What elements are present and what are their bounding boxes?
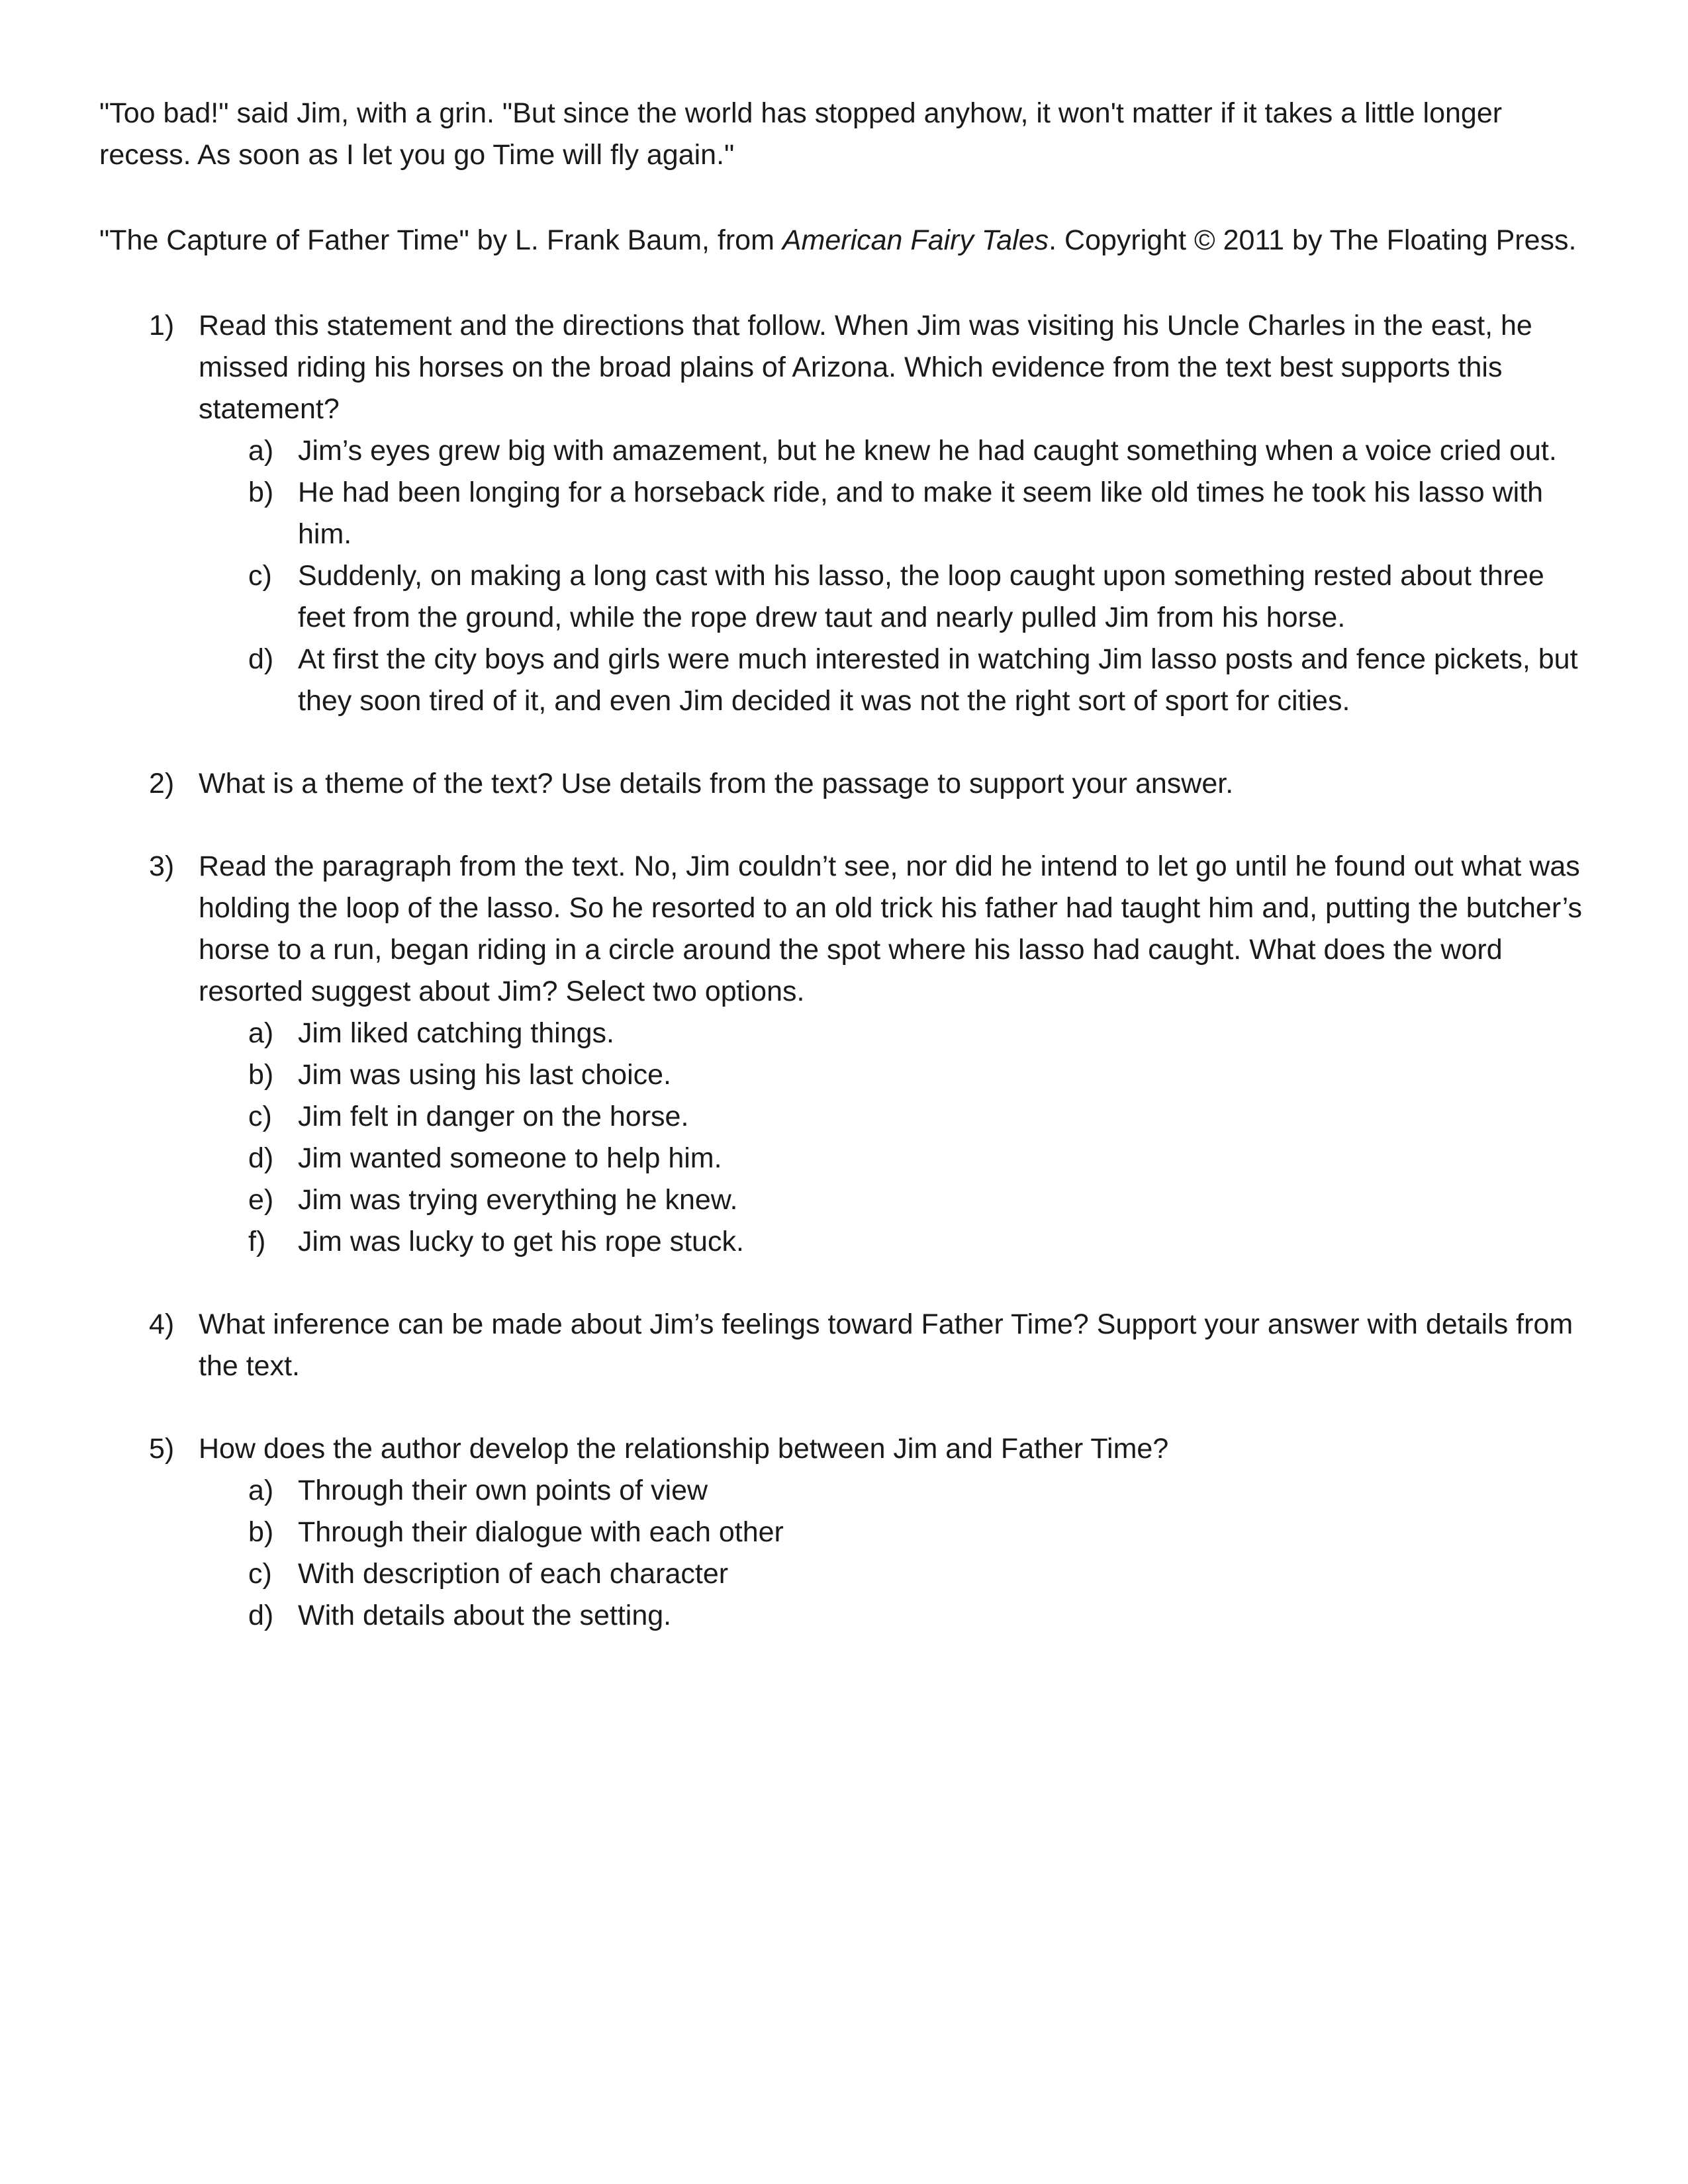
answer-option: [199, 1221, 1589, 1263]
option-text: Jim was lucky to get his rope stuck.: [298, 1226, 744, 1257]
answer-option: [199, 472, 1589, 555]
option-letter: c): [248, 1101, 272, 1132]
answer-option: [199, 1179, 1589, 1221]
option-letter: a): [248, 1017, 274, 1049]
option-letter: f): [248, 1226, 266, 1257]
option-letter: c): [248, 560, 272, 592]
document-page: [99, 93, 1589, 1678]
option-text: With description of each character: [298, 1558, 729, 1590]
answer-option: [199, 1096, 1589, 1138]
citation-copyright: . Copyright © 2011 by The Floating Press.: [1049, 224, 1577, 256]
answer-option: [199, 1470, 1589, 1512]
citation-lead: "The Capture of Father Time" by L. Frank Baum, from: [99, 224, 782, 256]
option-letter: b): [248, 477, 274, 508]
option-letter: d): [248, 1600, 274, 1631]
passage-closing-paragraph: [99, 93, 1589, 176]
option-text: Jim was using his last choice.: [298, 1059, 671, 1091]
question-number: 2): [149, 768, 175, 799]
option-text: At first the city boys and girls were much interested in watching Jim lasso posts and fence pickets, but they soon tired of it, and even Jim decided it was not the right sort of sport for cities.: [298, 643, 1578, 717]
option-text: Through their dialogue with each other: [298, 1516, 784, 1548]
answer-option: [199, 1595, 1589, 1637]
option-text: With details about the setting.: [298, 1600, 672, 1631]
answer-options: [199, 1013, 1589, 1263]
option-text: Suddenly, on making a long cast with his lasso, the loop caught upon something rested about three feet from the ground, while the rope drew taut and nearly pulled Jim from his horse.: [298, 560, 1544, 633]
option-text: Jim’s eyes grew big with amazement, but he knew he had caught something when a voice cried out.: [298, 435, 1557, 467]
option-letter: a): [248, 435, 274, 467]
option-letter: d): [248, 1142, 274, 1174]
answer-option: [199, 1553, 1589, 1595]
question-4: [99, 1304, 1589, 1387]
question-5: [99, 1428, 1589, 1637]
question-number: 5): [149, 1433, 175, 1465]
question-1: [99, 305, 1589, 722]
answer-option: [199, 555, 1589, 639]
question-number: 3): [149, 850, 175, 882]
option-letter: e): [248, 1184, 274, 1216]
question-prompt: What inference can be made about Jim’s feelings toward Father Time? Support your answer with details from the text.: [199, 1308, 1573, 1382]
question-number: 1): [149, 310, 175, 341]
question-prompt: Read this statement and the directions that follow. When Jim was visiting his Uncle Charles in the east, he missed riding his horses on the broad plains of Arizona. Which evidence from the text best supports this statement?: [199, 310, 1532, 425]
answer-option: [199, 1138, 1589, 1179]
option-letter: d): [248, 643, 274, 675]
answer-options: [199, 1470, 1589, 1637]
option-letter: b): [248, 1059, 274, 1091]
option-text: Jim liked catching things.: [298, 1017, 614, 1049]
question-prompt: What is a theme of the text? Use details from the passage to support your answer.: [199, 768, 1234, 799]
answer-option: [199, 1013, 1589, 1054]
option-text: Jim was trying everything he knew.: [298, 1184, 738, 1216]
answer-option: [199, 639, 1589, 722]
citation-book-title: American Fairy Tales: [782, 224, 1049, 256]
question-prompt: Read the paragraph from the text. No, Jim couldn’t see, nor did he intend to let go until he found out what was holding the loop of the lasso. So he resorted to an old trick his father had taught him and, putting the butcher’s horse to a run, began riding in a circle around the spot where his lasso had caught. What does the word resorted suggest about Jim? Select two options.: [199, 850, 1583, 1007]
answer-options: [199, 430, 1589, 722]
question-3: [99, 846, 1589, 1263]
question-prompt: How does the author develop the relationship between Jim and Father Time?: [199, 1433, 1169, 1465]
option-text: Jim wanted someone to help him.: [298, 1142, 722, 1174]
question-number: 4): [149, 1308, 175, 1340]
answer-option: [199, 1054, 1589, 1096]
answer-option: [199, 1512, 1589, 1553]
passage-closing-text: "Too bad!" said Jim, with a grin. "But since the world has stopped anyhow, it won't matter if it takes a little longer recess. As soon as I let you go Time will fly again.": [99, 97, 1503, 171]
question-2: [99, 763, 1589, 805]
source-citation: [99, 220, 1589, 261]
option-letter: b): [248, 1516, 274, 1548]
option-text: Through their own points of view: [298, 1475, 708, 1506]
option-text: Jim felt in danger on the horse.: [298, 1101, 689, 1132]
option-letter: c): [248, 1558, 272, 1590]
question-list: [99, 305, 1589, 1637]
answer-option: [199, 430, 1589, 472]
option-letter: a): [248, 1475, 274, 1506]
option-text: He had been longing for a horseback ride, and to make it seem like old times he took his lasso with him.: [298, 477, 1544, 550]
